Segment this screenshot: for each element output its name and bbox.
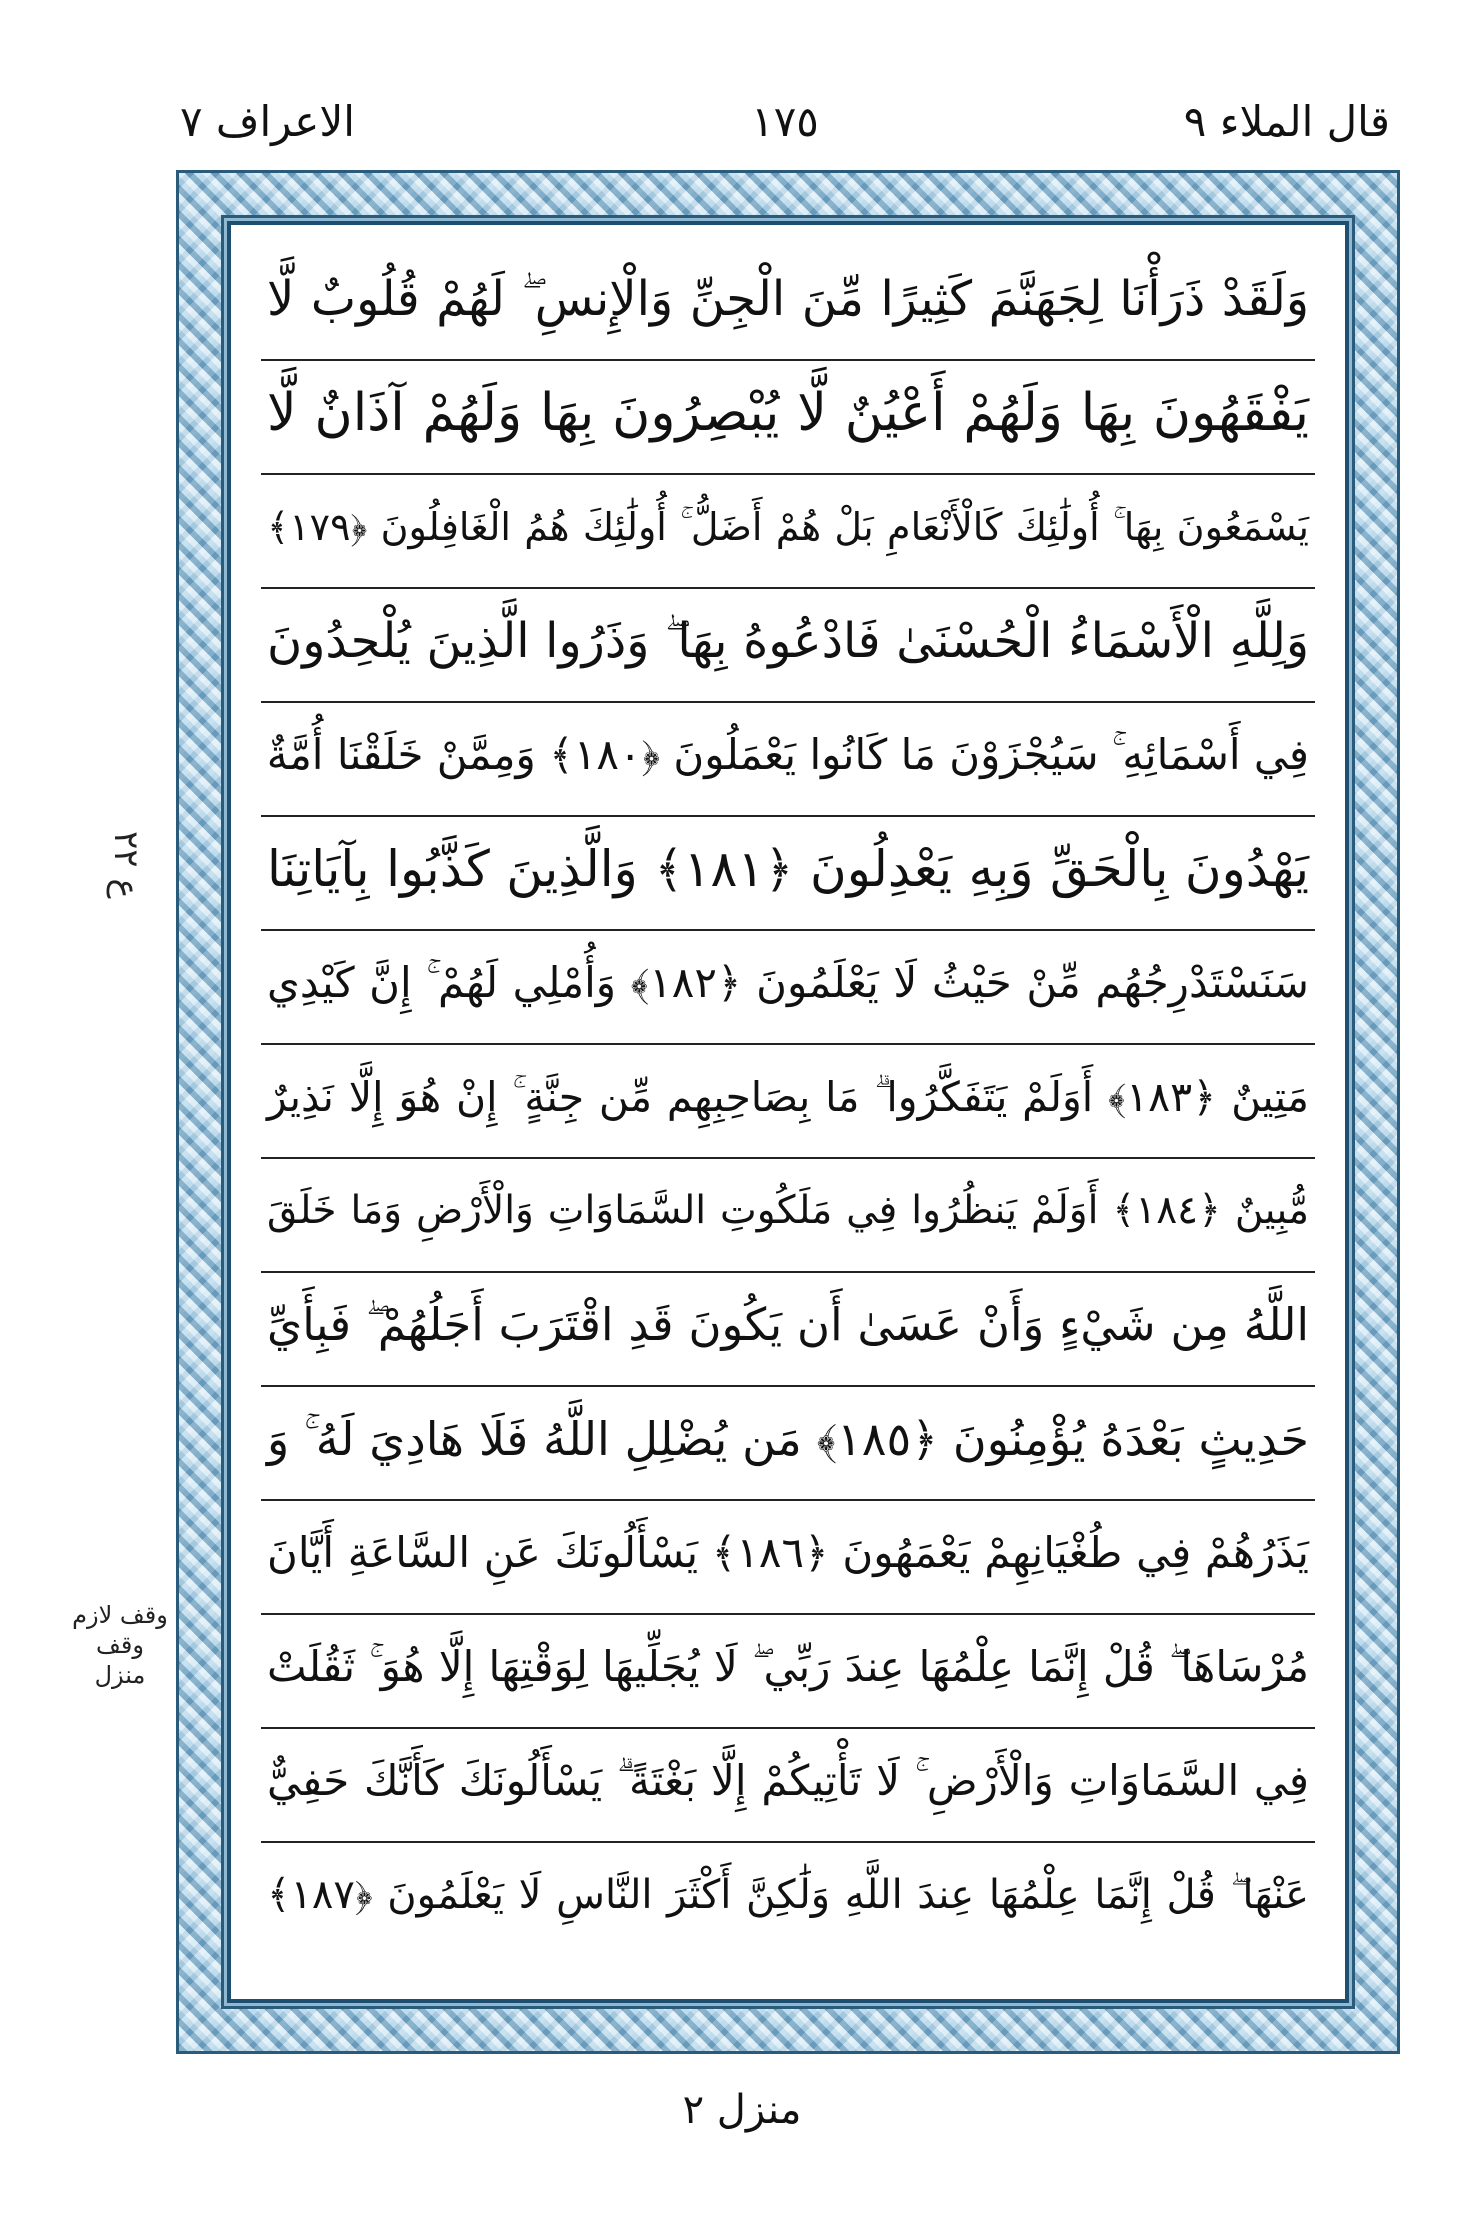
verse-line-4: وَلِلَّهِ الْأَسْمَاءُ الْحُسْنَىٰ فَادْعُوهُ بِهَا ۖ وَذَرُوا الَّذِينَ يُلْحِدُونَ [261,589,1315,703]
verse-line-1: وَلَقَدْ ذَرَأْنَا لِجَهَنَّمَ كَثِيرًا مِّنَ الْجِنِّ وَالْإِنسِ ۖ لَهُمْ قُلُوبٌ لَّا [261,247,1315,361]
verse-line-14: فِي السَّمَاوَاتِ وَالْأَرْضِ ۚ لَا تَأْتِيكُمْ إِلَّا بَغْتَةً ۗ يَسْأَلُونَكَ كَأَنَّكَ حَفِيٌّ [261,1729,1315,1843]
page-header [180,92,1390,152]
verse-line-6: يَهْدُونَ بِالْحَقِّ وَبِهِ يَعْدِلُونَ ﴿١٨١﴾ وَالَّذِينَ كَذَّبُوا بِآيَاتِنَا [261,817,1315,931]
verse-line-10: اللَّهُ مِن شَيْءٍ وَأَنْ عَسَىٰ أَن يَكُونَ قَدِ اقْتَرَبَ أَجَلُهُمْ ۖ فَبِأَيِّ [261,1273,1315,1387]
verse-line-13: مُرْسَاهَا ۖ قُلْ إِنَّمَا عِلْمُهَا عِندَ رَبِّي ۖ لَا يُجَلِّيهَا لِوَقْتِهَا إِلَّا هُوَ ۚ ثَقُلَتْ [261,1615,1315,1729]
text-panel [227,221,1349,2003]
verse-line-8: مَتِينٌ ﴿١٨٣﴾ أَوَلَمْ يَتَفَكَّرُوا ۗ مَا بِصَاحِبِهِم مِّن جِنَّةٍ ۚ إِنْ هُوَ إِلَّا نَذِيرٌ [261,1045,1315,1159]
waqf-note [70,1600,170,1700]
ornamental-border [176,170,1400,2054]
ruku-marker: ع ٢٢ [106,831,146,899]
verse-line-15: عَنْهَا ۖ قُلْ إِنَّمَا عِلْمُهَا عِندَ اللَّهِ وَلَٰكِنَّ أَكْثَرَ النَّاسِ لَا يَعْلَمُونَ ﴿١٨٧﴾ [267,1872,1309,1918]
juz-name: قال الملاء ٩ [1183,97,1390,146]
manzil-footer: منزل ٢ [682,2087,802,2133]
waqf-note-manzil: وقف منزل [94,1631,146,1689]
page-number: ١٧٥ [751,97,819,146]
waqf-note-lazim: وقف لازم [72,1601,168,1629]
verse-line-5: فِي أَسْمَائِهِ ۚ سَيُجْزَوْنَ مَا كَانُوا يَعْمَلُونَ ﴿١٨٠﴾ وَمِمَّنْ خَلَقْنَا أُمَّةٌ [261,703,1315,817]
verse-line-12: يَذَرُهُمْ فِي طُغْيَانِهِمْ يَعْمَهُونَ ﴿١٨٦﴾ يَسْأَلُونَكَ عَنِ السَّاعَةِ أَيَّانَ [261,1501,1315,1615]
verse-line-11: حَدِيثٍ بَعْدَهُ يُؤْمِنُونَ ﴿١٨٥﴾ مَن يُضْلِلِ اللَّهُ فَلَا هَادِيَ لَهُ ۚ وَ [261,1387,1315,1501]
verse-line-3: يَسْمَعُونَ بِهَا ۚ أُولَٰئِكَ كَالْأَنْعَامِ بَلْ هُمْ أَضَلُّ ۚ أُولَٰئِكَ هُمُ الْغَافِلُونَ ﴿١٧٩﴾ [261,475,1315,589]
verse-lines [261,247,1315,1977]
verse-line-9: مُّبِينٌ ﴿١٨٤﴾ أَوَلَمْ يَنظُرُوا فِي مَلَكُوتِ السَّمَاوَاتِ وَالْأَرْضِ وَمَا خَلَقَ [261,1159,1315,1273]
verse-line-2: يَفْقَهُونَ بِهَا وَلَهُمْ أَعْيُنٌ لَّا يُبْصِرُونَ بِهَا وَلَهُمْ آذَانٌ لَّا [261,361,1315,475]
surah-name: الاعراف ٧ [180,97,355,146]
verse-line-7: سَنَسْتَدْرِجُهُم مِّنْ حَيْثُ لَا يَعْلَمُونَ ﴿١٨٢﴾ وَأُمْلِي لَهُمْ ۚ إِنَّ كَيْدِي [261,931,1315,1045]
